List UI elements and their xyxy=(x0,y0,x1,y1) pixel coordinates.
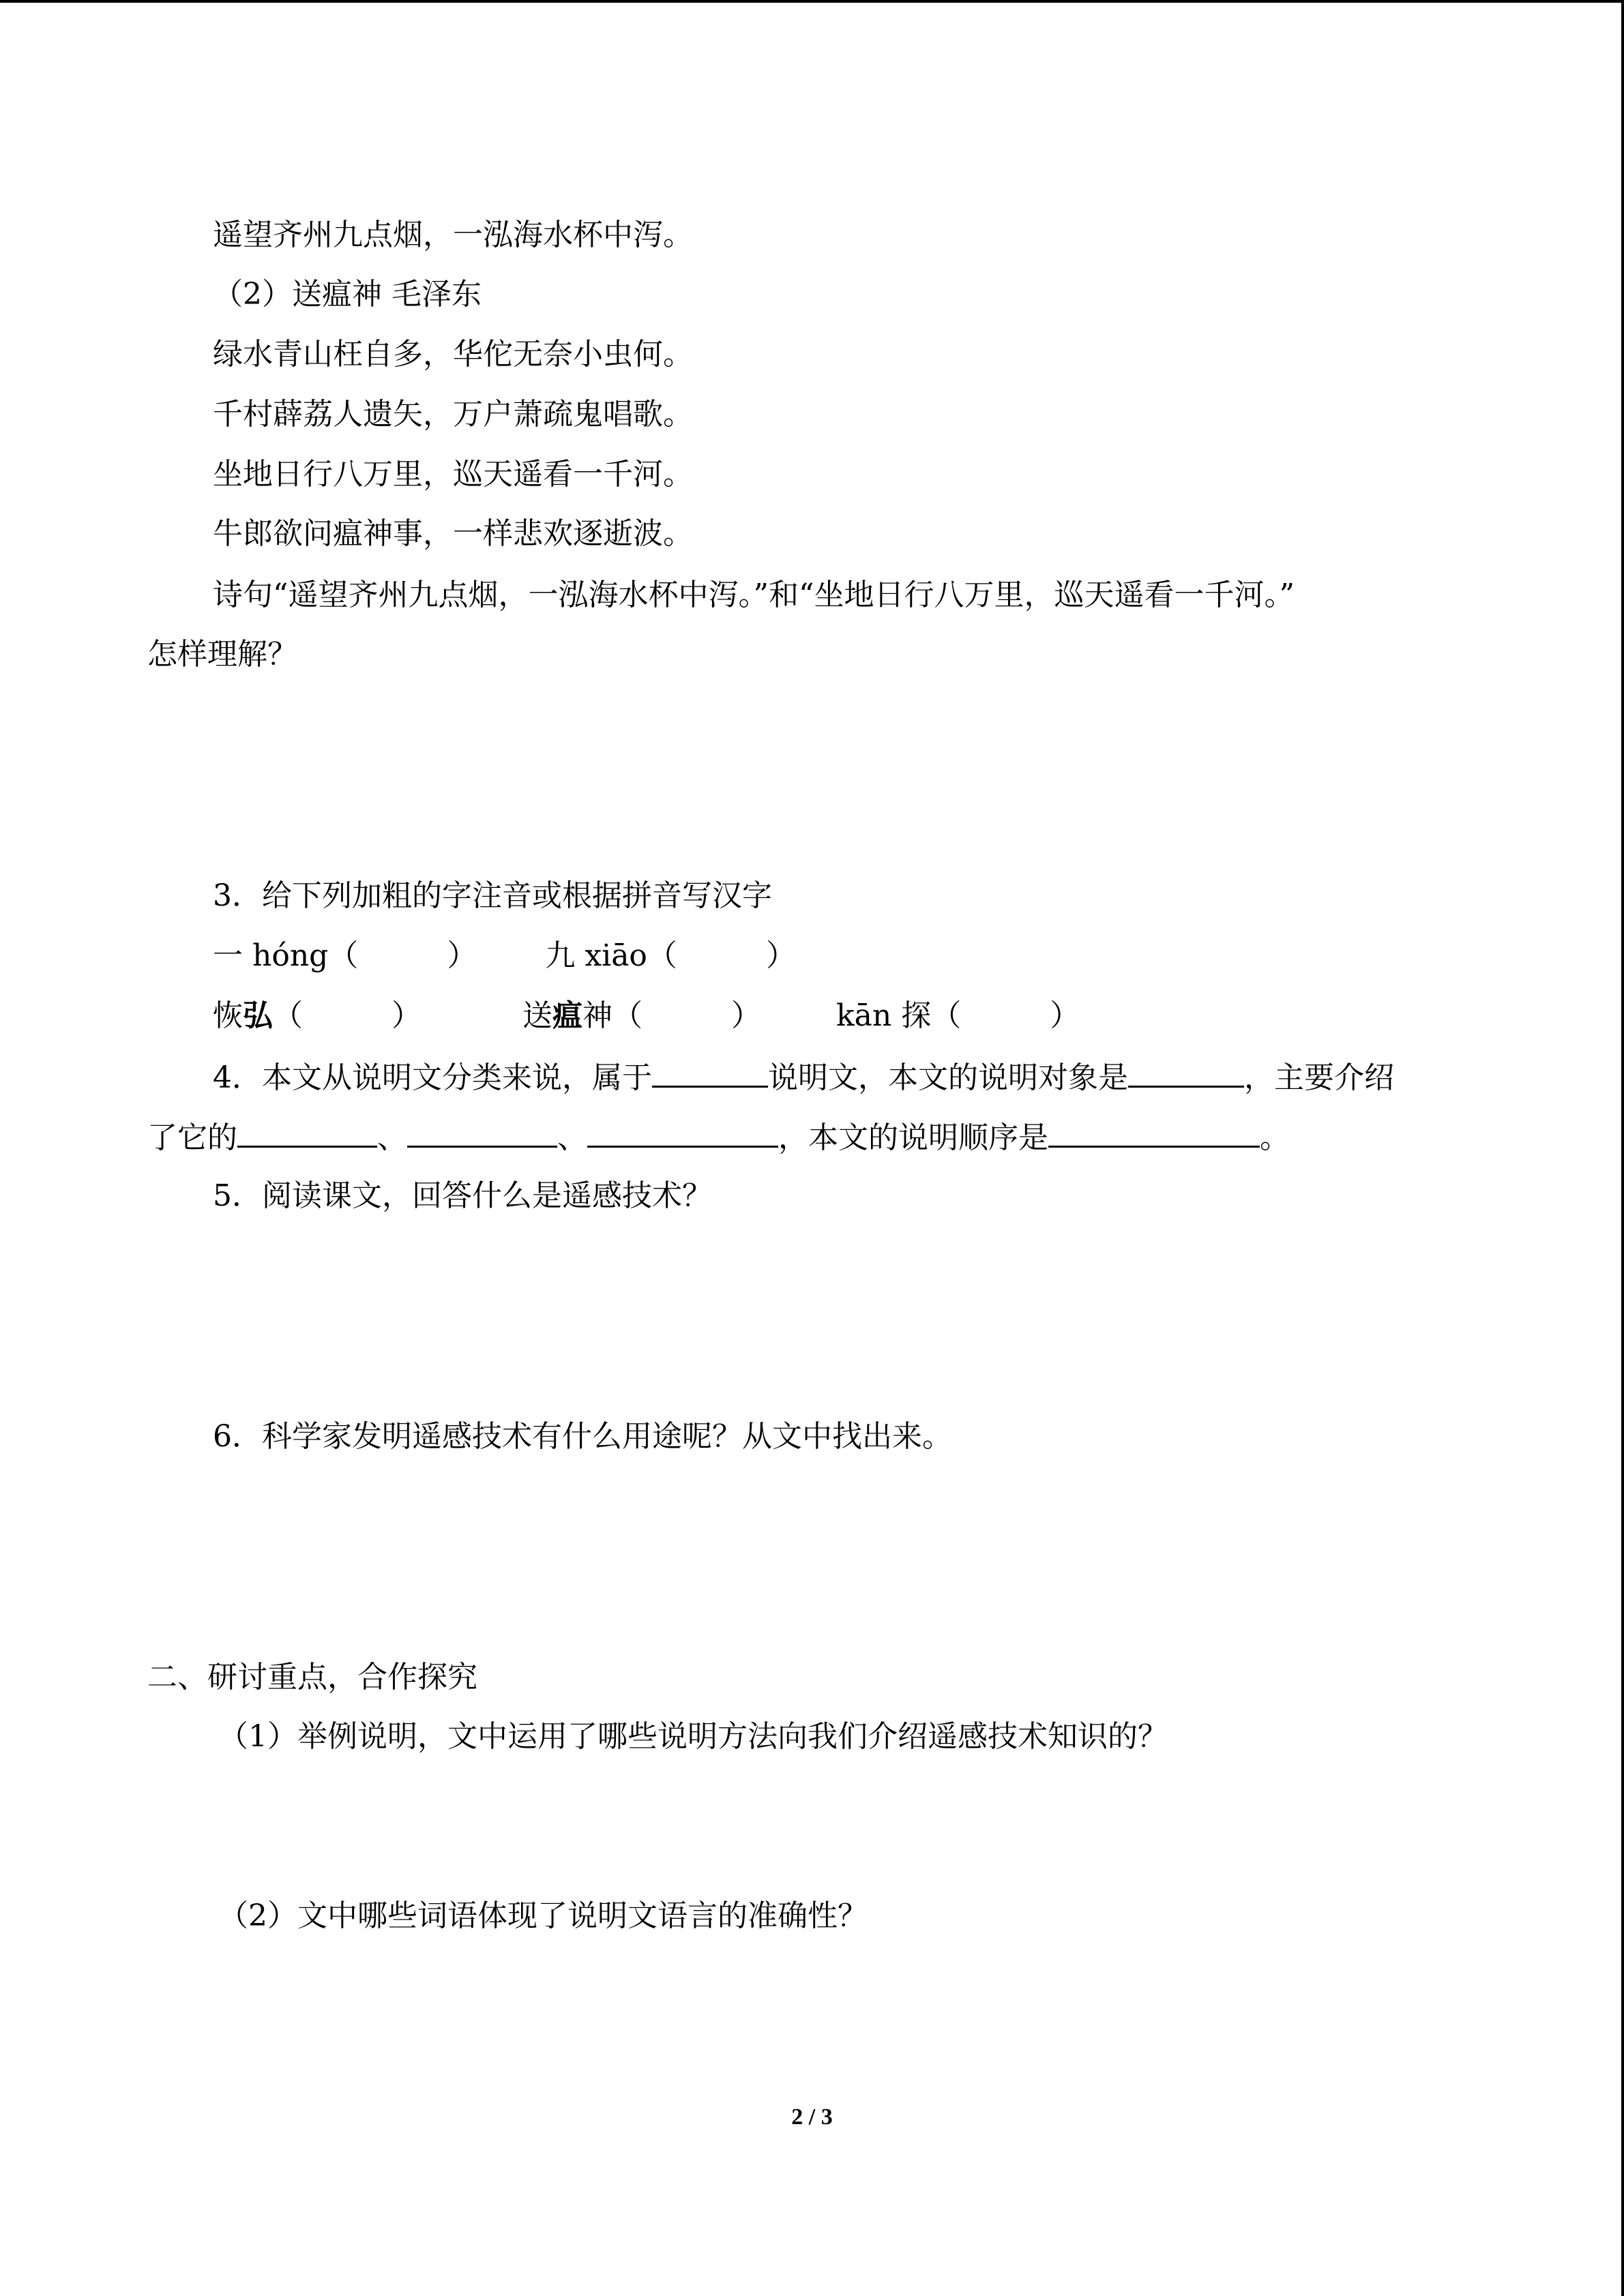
poem2-line-3: 坐地日行八万里，巡天遥看一千河。 xyxy=(213,457,693,492)
paren-close: ） xyxy=(731,998,761,1033)
word-songwenshen-post: 神（ xyxy=(582,998,643,1033)
paren-close: ） xyxy=(392,998,422,1033)
bold-char-hong: 弘 xyxy=(243,998,273,1033)
question-4-line-1 xyxy=(213,1056,1394,1097)
blank-aspect-1[interactable] xyxy=(237,1116,377,1148)
question-5: 5．阅读课文，回答什么是遥感技术？ xyxy=(213,1178,712,1213)
blank-aspect-3[interactable] xyxy=(587,1116,778,1148)
blank-aspect-2[interactable] xyxy=(407,1116,557,1148)
bold-char-wen: 瘟 xyxy=(552,998,582,1033)
pinyin-kan-prompt: kān 探（ xyxy=(836,998,962,1033)
word-songwenshen-pre: 送 xyxy=(522,998,552,1033)
question-4-text-2: 说明文，本文的说明对象是 xyxy=(768,1060,1128,1095)
blank-order[interactable] xyxy=(1048,1116,1260,1148)
question-4-text-3: ，主要介绍 xyxy=(1244,1060,1394,1095)
paren-close: ） xyxy=(765,938,796,973)
question-2-line-1: 诗句“遥望齐州九点烟，一泓海水杯中泻。”和“坐地日行八万里，巡天遥看一千河。” xyxy=(213,578,1295,612)
section-2-question-1: （1）举例说明，文中运用了哪些说明方法向我们介绍遥感技术知识的？ xyxy=(218,1719,1168,1754)
paren-open: （ xyxy=(273,998,303,1033)
paren-close: ） xyxy=(1050,998,1080,1033)
poem2-line-4: 牛郎欲问瘟神事，一样悲欢逐逝波。 xyxy=(213,516,693,551)
paren-close: ） xyxy=(447,938,477,973)
question-4-text-6: 。 xyxy=(1260,1120,1290,1155)
blank-object[interactable] xyxy=(1128,1056,1244,1088)
question-4-text-1: 4．本文从说明文分类来说，属于 xyxy=(213,1060,652,1095)
question-4-text-4: 了它的 xyxy=(147,1120,237,1155)
page-border-right xyxy=(1621,0,1624,2296)
section-2-question-2: （2）文中哪些词语体现了说明文语言的准确性？ xyxy=(218,1898,868,1933)
poem1-last-line: 遥望齐州九点烟，一泓海水杯中泻。 xyxy=(213,218,693,252)
question-3-title: 3．给下列加粗的字注音或根据拼音写汉字 xyxy=(213,878,772,913)
question-3-row-1 xyxy=(213,936,796,976)
separator: 、 xyxy=(377,1120,407,1155)
blank-category[interactable] xyxy=(652,1056,768,1088)
poem2-title: （2）送瘟神 毛泽东 xyxy=(213,277,482,312)
question-4-text-5: ，本文的说明顺序是 xyxy=(778,1120,1048,1155)
section-2-heading: 二、研讨重点，合作探究 xyxy=(147,1660,477,1695)
question-2-line-2: 怎样理解？ xyxy=(147,637,297,672)
pinyin-hong-prompt: 一 hóng（ xyxy=(213,938,359,973)
poem2-line-1: 绿水青山枉自多，华佗无奈小虫何。 xyxy=(213,337,693,372)
page-number: 2 / 3 xyxy=(791,2104,833,2130)
separator: 、 xyxy=(557,1120,587,1155)
poem2-line-2: 千村薜荔人遗矢，万户萧疏鬼唱歌。 xyxy=(213,397,693,432)
question-6: 6．科学家发明遥感技术有什么用途呢？从文中找出来。 xyxy=(213,1419,952,1454)
question-3-row-2 xyxy=(213,996,1080,1037)
word-huihong-pre: 恢 xyxy=(213,998,243,1033)
pinyin-xiao-prompt: 九 xiāo（ xyxy=(545,938,677,973)
question-4-line-2 xyxy=(147,1116,1290,1157)
page-border-top xyxy=(0,0,1624,3)
